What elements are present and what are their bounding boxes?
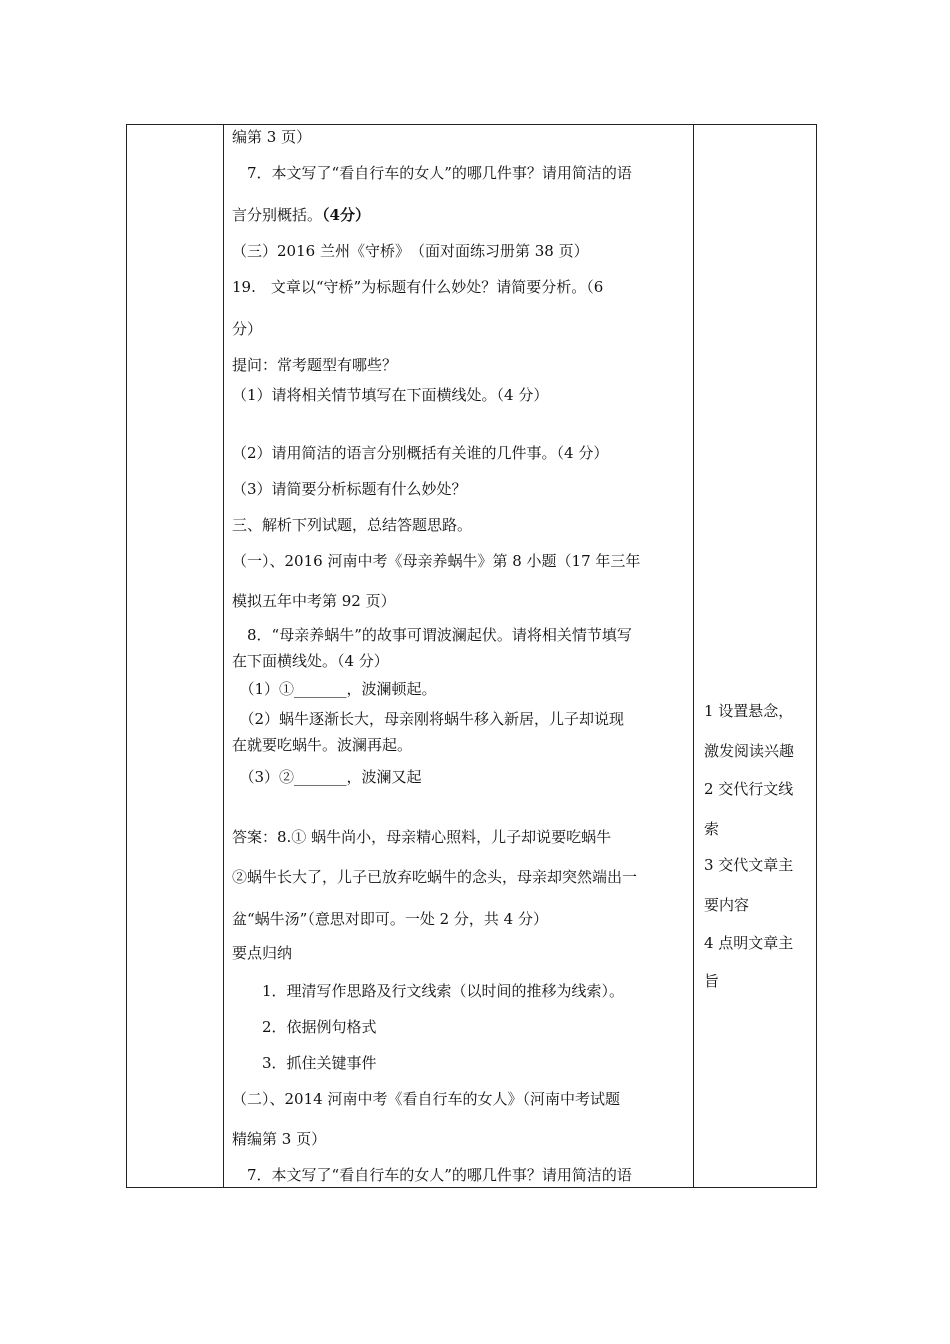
text-line: 提问：常考题型有哪些？ <box>232 356 398 374</box>
text-line: 分） <box>232 320 263 338</box>
text-line: 答案：8.① 蜗牛尚小，母亲精心照料，儿子却说要吃蜗牛 <box>232 828 612 846</box>
text-line: 7．本文写了“看自行车的女人”的哪几件事？请用简洁的语 <box>232 1166 632 1184</box>
note-line: 2 交代行文线 <box>704 780 794 798</box>
note-line: 1 设置悬念， <box>704 702 794 720</box>
note-line: 索 <box>704 820 720 838</box>
text-line: 盆“蜗牛汤”（意思对即可。一处 2 分，共 4 分） <box>232 910 548 928</box>
note-line: 3 交代文章主 <box>704 856 794 874</box>
score-span: （4分） <box>322 206 370 224</box>
text-line: （2）请用简洁的语言分别概括有关谁的几件事。（4 分） <box>232 444 609 462</box>
text-line: （一）、2016 河南中考《母亲养蜗牛》第 8 小题（17 年三年 <box>232 552 641 570</box>
text-line: 要点归纳 <box>232 944 293 962</box>
text-line: 2．依据例句格式 <box>232 1018 377 1036</box>
content-cell <box>224 125 694 1188</box>
text-line: 在下面横线处。（4 分） <box>232 652 389 670</box>
text-line: 1．理清写作思路及行文线索（以时间的推移为线索）。 <box>232 982 625 1000</box>
lesson-plan-table <box>126 124 817 1188</box>
notes-cell <box>694 125 817 1188</box>
note-line: 激发阅读兴趣 <box>704 742 795 760</box>
text-line: 模拟五年中考第 92 页） <box>232 592 396 610</box>
text-line: （3）②_______，波澜又起 <box>232 768 422 786</box>
text-line <box>232 205 687 225</box>
text-line: （三）2016 兰州《守桥》 （面对面练习册第 38 页） <box>232 242 589 260</box>
text-span: 言分别概括。 <box>232 206 323 224</box>
text-line: 19. 文章以“守桥”为标题有什么妙处？请简要分析。（6 <box>232 278 604 296</box>
text-line: 3．抓住关键事件 <box>232 1054 377 1072</box>
text-line: ②蜗牛长大了，儿子已放弃吃蜗牛的念头，母亲却突然端出一 <box>232 868 638 886</box>
text-line: （1）请将相关情节填写在下面横线处。（4 分） <box>232 386 549 404</box>
text-line: （1）①_______，波澜顿起。 <box>232 680 437 698</box>
text-line: （2）蜗牛逐渐长大，母亲刚将蜗牛移入新居，儿子却说现 <box>232 710 625 728</box>
text-line: 在就要吃蜗牛。波澜再起。 <box>232 736 413 754</box>
text-line: 7．本文写了“看自行车的女人”的哪几件事？请用简洁的语 <box>232 164 632 182</box>
empty-left-cell <box>127 125 224 1188</box>
text-line: 三、解析下列试题，总结答题思路。 <box>232 516 473 534</box>
text-line: （3）请简要分析标题有什么妙处？ <box>232 480 467 498</box>
text-line: 8．“母亲养蜗牛”的故事可谓波澜起伏。请将相关情节填写 <box>232 626 632 644</box>
text-line: 精编第 3 页） <box>232 1130 327 1148</box>
text-line: 编第 3 页） <box>232 128 312 146</box>
text-line: （二）、2014 河南中考《看自行车的女人》（河南中考试题 <box>232 1090 620 1108</box>
note-line: 要内容 <box>704 896 750 914</box>
note-line: 4 点明文章主 <box>704 934 794 952</box>
note-line: 旨 <box>704 972 720 990</box>
